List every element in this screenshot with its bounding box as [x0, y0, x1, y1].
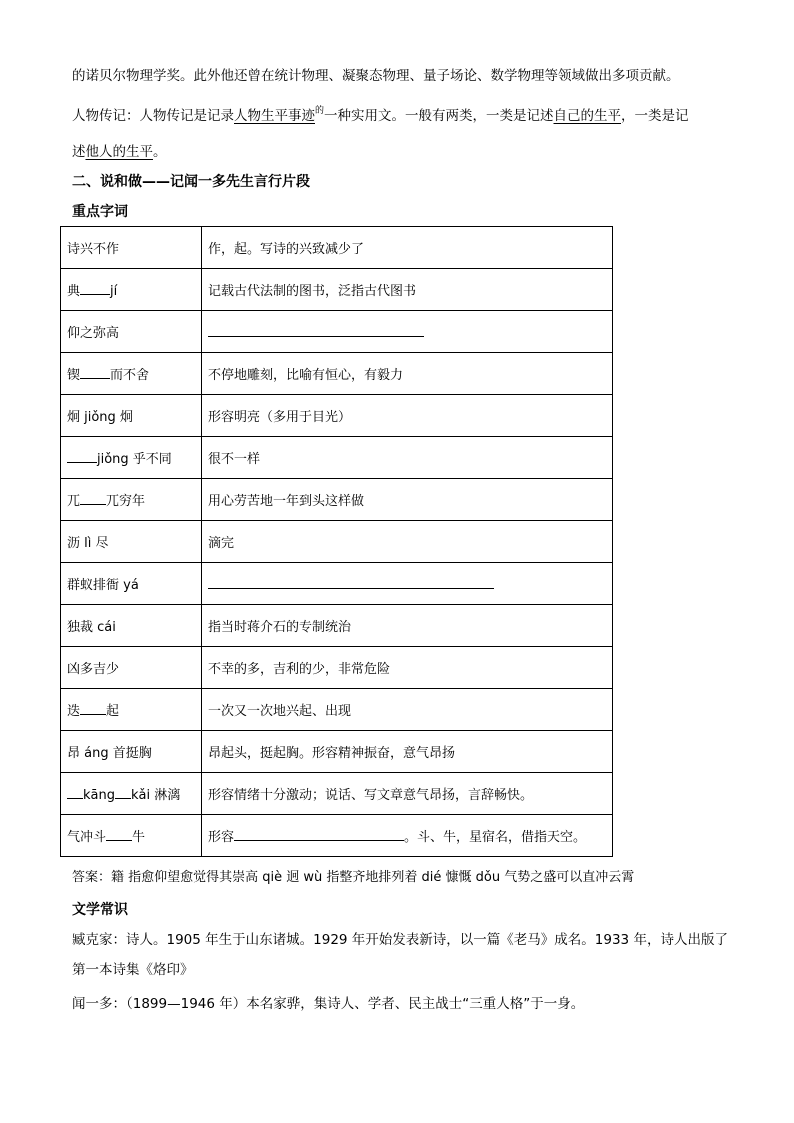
- table-row: [61, 479, 613, 521]
- definition-cell: 作，起。写诗的兴致减少了: [202, 227, 613, 269]
- table-row: [61, 437, 613, 479]
- biography-text: 。: [153, 144, 167, 160]
- definition-cell: 指当时蒋介石的专制统治: [202, 605, 613, 647]
- table-row: [61, 311, 613, 353]
- term-cell: 锲 而不舍: [61, 353, 202, 395]
- fill-blank[interactable]: [115, 785, 131, 799]
- fill-blank[interactable]: [80, 281, 110, 295]
- vocab-table: [60, 226, 613, 857]
- literature-line: 臧克家：诗人。1905 年生于山东诸城。1929 年开始发表新诗，以一篇《老马》成名。1933 年，诗人出版了: [72, 932, 728, 948]
- literature-line: 闻一多：（1899—1946 年）本名家骅，集诗人、学者、民主战士“三重人格”于一身。: [72, 996, 585, 1012]
- definition-cell: 用心劳苦地一年到头这样做: [202, 479, 613, 521]
- biography-text: 人物传记是记录: [139, 108, 234, 124]
- term-cell: 独裁 cái: [61, 605, 202, 647]
- term-cell: 群蚁排衙 yá: [61, 563, 202, 605]
- definition-cell: 不停地雕刻，比喻有恒心，有毅力: [202, 353, 613, 395]
- underlined-phrase: 自己的生平: [553, 108, 622, 124]
- term-cell: kāng kǎi 淋漓: [61, 773, 202, 815]
- fill-blank[interactable]: [234, 827, 404, 841]
- definition-cell: 记载古代法制的图书，泛指古代图书: [202, 269, 613, 311]
- biography-label: 人物传记：: [72, 108, 140, 124]
- literature-line: 第一本诗集《烙印》: [72, 962, 194, 978]
- fill-blank[interactable]: [208, 575, 494, 589]
- term-cell: 沥 lì 尽: [61, 521, 202, 563]
- section-title: 二、说和做——记闻一多先生言行片段: [72, 174, 310, 190]
- term-cell: 炯 jiǒng 炯: [61, 395, 202, 437]
- term-cell: 昂 áng 首挺胸: [61, 731, 202, 773]
- term-cell: 诗兴不作: [61, 227, 202, 269]
- definition-cell: 形容 。斗、牛，星宿名，借指天空。: [202, 815, 613, 857]
- fill-blank[interactable]: [106, 827, 132, 841]
- biography-line-2: [72, 142, 167, 162]
- term-cell: 兀 兀穷年: [61, 479, 202, 521]
- literature-title: 文学常识: [72, 902, 128, 918]
- term-cell: 仰之弥高: [61, 311, 202, 353]
- table-row: [61, 647, 613, 689]
- table-row: [61, 563, 613, 605]
- definition-cell: 滴完: [202, 521, 613, 563]
- definition-cell: 形容明亮（多用于目光）: [202, 395, 613, 437]
- table-row: [61, 353, 613, 395]
- definition-cell: [202, 563, 613, 605]
- fill-blank[interactable]: [80, 701, 106, 715]
- definition-cell: [202, 311, 613, 353]
- term-cell: 气冲斗 牛: [61, 815, 202, 857]
- underlined-phrase: 他人的生平: [85, 144, 153, 160]
- definition-cell: 很不一样: [202, 437, 613, 479]
- table-row: [61, 689, 613, 731]
- term-cell: 凶多吉少: [61, 647, 202, 689]
- definition-cell: 昂起头，挺起胸。形容精神振奋，意气昂扬: [202, 731, 613, 773]
- intro-line: 的诺贝尔物理学奖。此外他还曾在统计物理、凝聚态物理、量子场论、数学物理等领域做出多项贡献。: [72, 68, 680, 84]
- definition-cell: 形容情绪十分激动；说话、写文章意气昂扬，言辞畅快。: [202, 773, 613, 815]
- table-row: [61, 227, 613, 269]
- table-row: [61, 605, 613, 647]
- table-row: [61, 521, 613, 563]
- table-row: [61, 773, 613, 815]
- biography-text: ，一类是记: [621, 108, 689, 124]
- fill-blank[interactable]: [67, 785, 83, 799]
- biography-text: 一种实用文。一般有两类，一类是记述: [324, 108, 554, 124]
- definition-cell: 一次又一次地兴起、出现: [202, 689, 613, 731]
- biography-paragraph: [72, 106, 689, 128]
- table-row: [61, 395, 613, 437]
- fill-blank[interactable]: [80, 365, 110, 379]
- definition-cell: 不幸的多，吉利的少，非常危险: [202, 647, 613, 689]
- term-cell: 典 jí: [61, 269, 202, 311]
- fill-blank[interactable]: [67, 449, 97, 463]
- fill-blank[interactable]: [80, 491, 106, 505]
- term-cell: jiǒng 乎不同: [61, 437, 202, 479]
- vocab-title: 重点字词: [72, 204, 128, 220]
- fill-blank[interactable]: [208, 323, 424, 337]
- underlined-phrase: 人物生平事迹: [234, 108, 315, 124]
- table-row: [61, 269, 613, 311]
- superscript-char: 的: [315, 106, 325, 116]
- term-cell: 迭 起: [61, 689, 202, 731]
- table-row: [61, 815, 613, 857]
- answer-line: 答案：籍 指愈仰望愈觉得其崇高 qiè 迥 wù 指整齐地排列着 dié 慷慨 dǒu 气势之盛可以直冲云霄: [72, 870, 635, 885]
- biography-text: 述: [72, 144, 86, 160]
- table-row: [61, 731, 613, 773]
